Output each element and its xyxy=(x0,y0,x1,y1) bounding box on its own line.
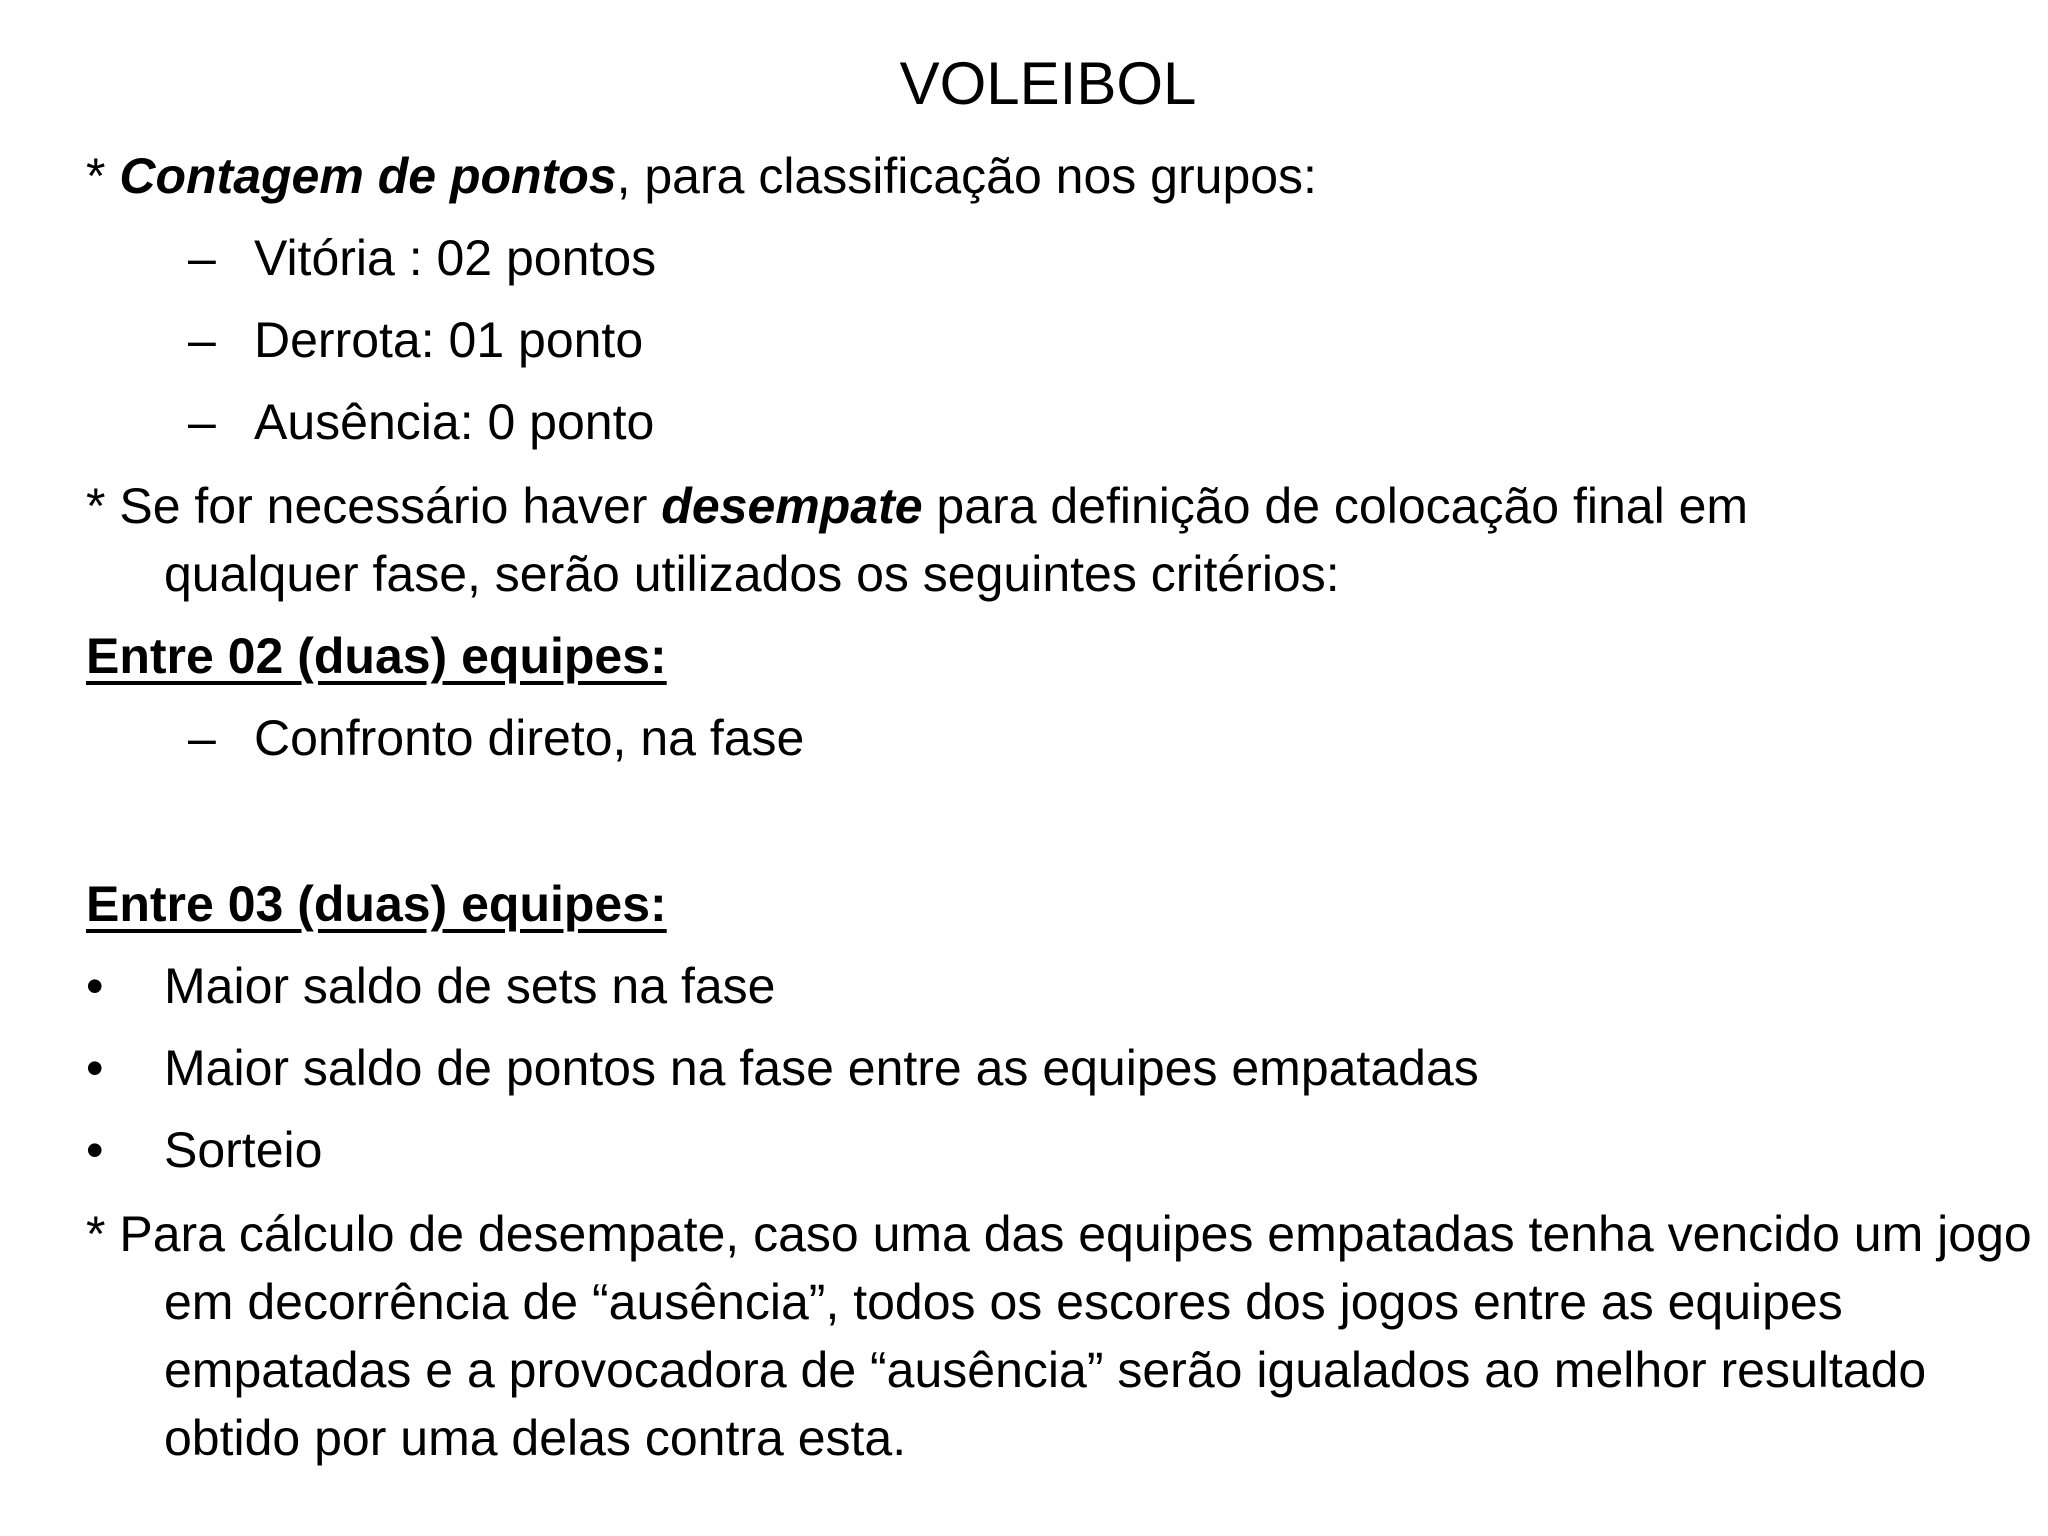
scoring-prefix: * xyxy=(86,148,120,204)
dash-marker: – xyxy=(188,710,216,766)
scoring-item xyxy=(188,306,1988,374)
three-teams-item-label: Maior saldo de pontos na fase entre as equipes empatadas xyxy=(164,1040,1479,1096)
tiebreak-emphasis: desempate xyxy=(661,478,923,534)
dash-marker: – xyxy=(188,394,216,450)
three-teams-heading: Entre 03 (duas) equipes: xyxy=(86,876,667,932)
three-teams-item-label: Maior saldo de sets na fase xyxy=(164,958,776,1014)
scoring-item-label: Vitória : 02 pontos xyxy=(254,230,657,286)
two-teams-item xyxy=(188,704,1988,772)
tiebreak-prefix: * Se for necessário haver xyxy=(86,478,662,534)
tiebreak-paragraph xyxy=(86,472,1904,608)
three-teams-item xyxy=(86,1034,1986,1102)
three-teams-item-label: Sorteio xyxy=(164,1122,323,1178)
bullet-marker: • xyxy=(86,1122,104,1178)
scoring-suffix: , para classificação nos grupos: xyxy=(616,148,1317,204)
note-paragraph: * Para cálculo de desempate, caso uma das equipes empatadas tenha vencido um jogo em decorrência de “ausência”, todos os escores dos jogos entre as equipes empatadas e a provocadora de “ausência” serão igualados ao melhor resultado obtido por uma delas contra esta. xyxy=(86,1206,2032,1466)
dash-marker: – xyxy=(188,230,216,286)
two-teams-item-label: Confronto direto, na fase xyxy=(254,710,805,766)
scoring-item-label: Derrota: 01 ponto xyxy=(254,312,644,368)
three-teams-item xyxy=(86,1116,1986,1184)
dash-marker: – xyxy=(188,312,216,368)
three-teams-item xyxy=(86,952,1986,1020)
slide-title: VOLEIBOL xyxy=(899,50,1197,117)
scoring-item xyxy=(188,388,1988,456)
bullet-marker: • xyxy=(86,1040,104,1096)
scoring-emphasis: Contagem de pontos xyxy=(119,148,617,204)
scoring-paragraph xyxy=(86,142,2048,210)
bullet-marker: • xyxy=(86,958,104,1014)
two-teams-heading: Entre 02 (duas) equipes: xyxy=(86,628,667,684)
tiebreak-suffix: para definição de colocação final em qualquer fase, serão utilizados os seguintes critérios: xyxy=(164,478,1749,602)
scoring-item xyxy=(188,224,1988,292)
scoring-item-label: Ausência: 0 ponto xyxy=(254,394,655,450)
